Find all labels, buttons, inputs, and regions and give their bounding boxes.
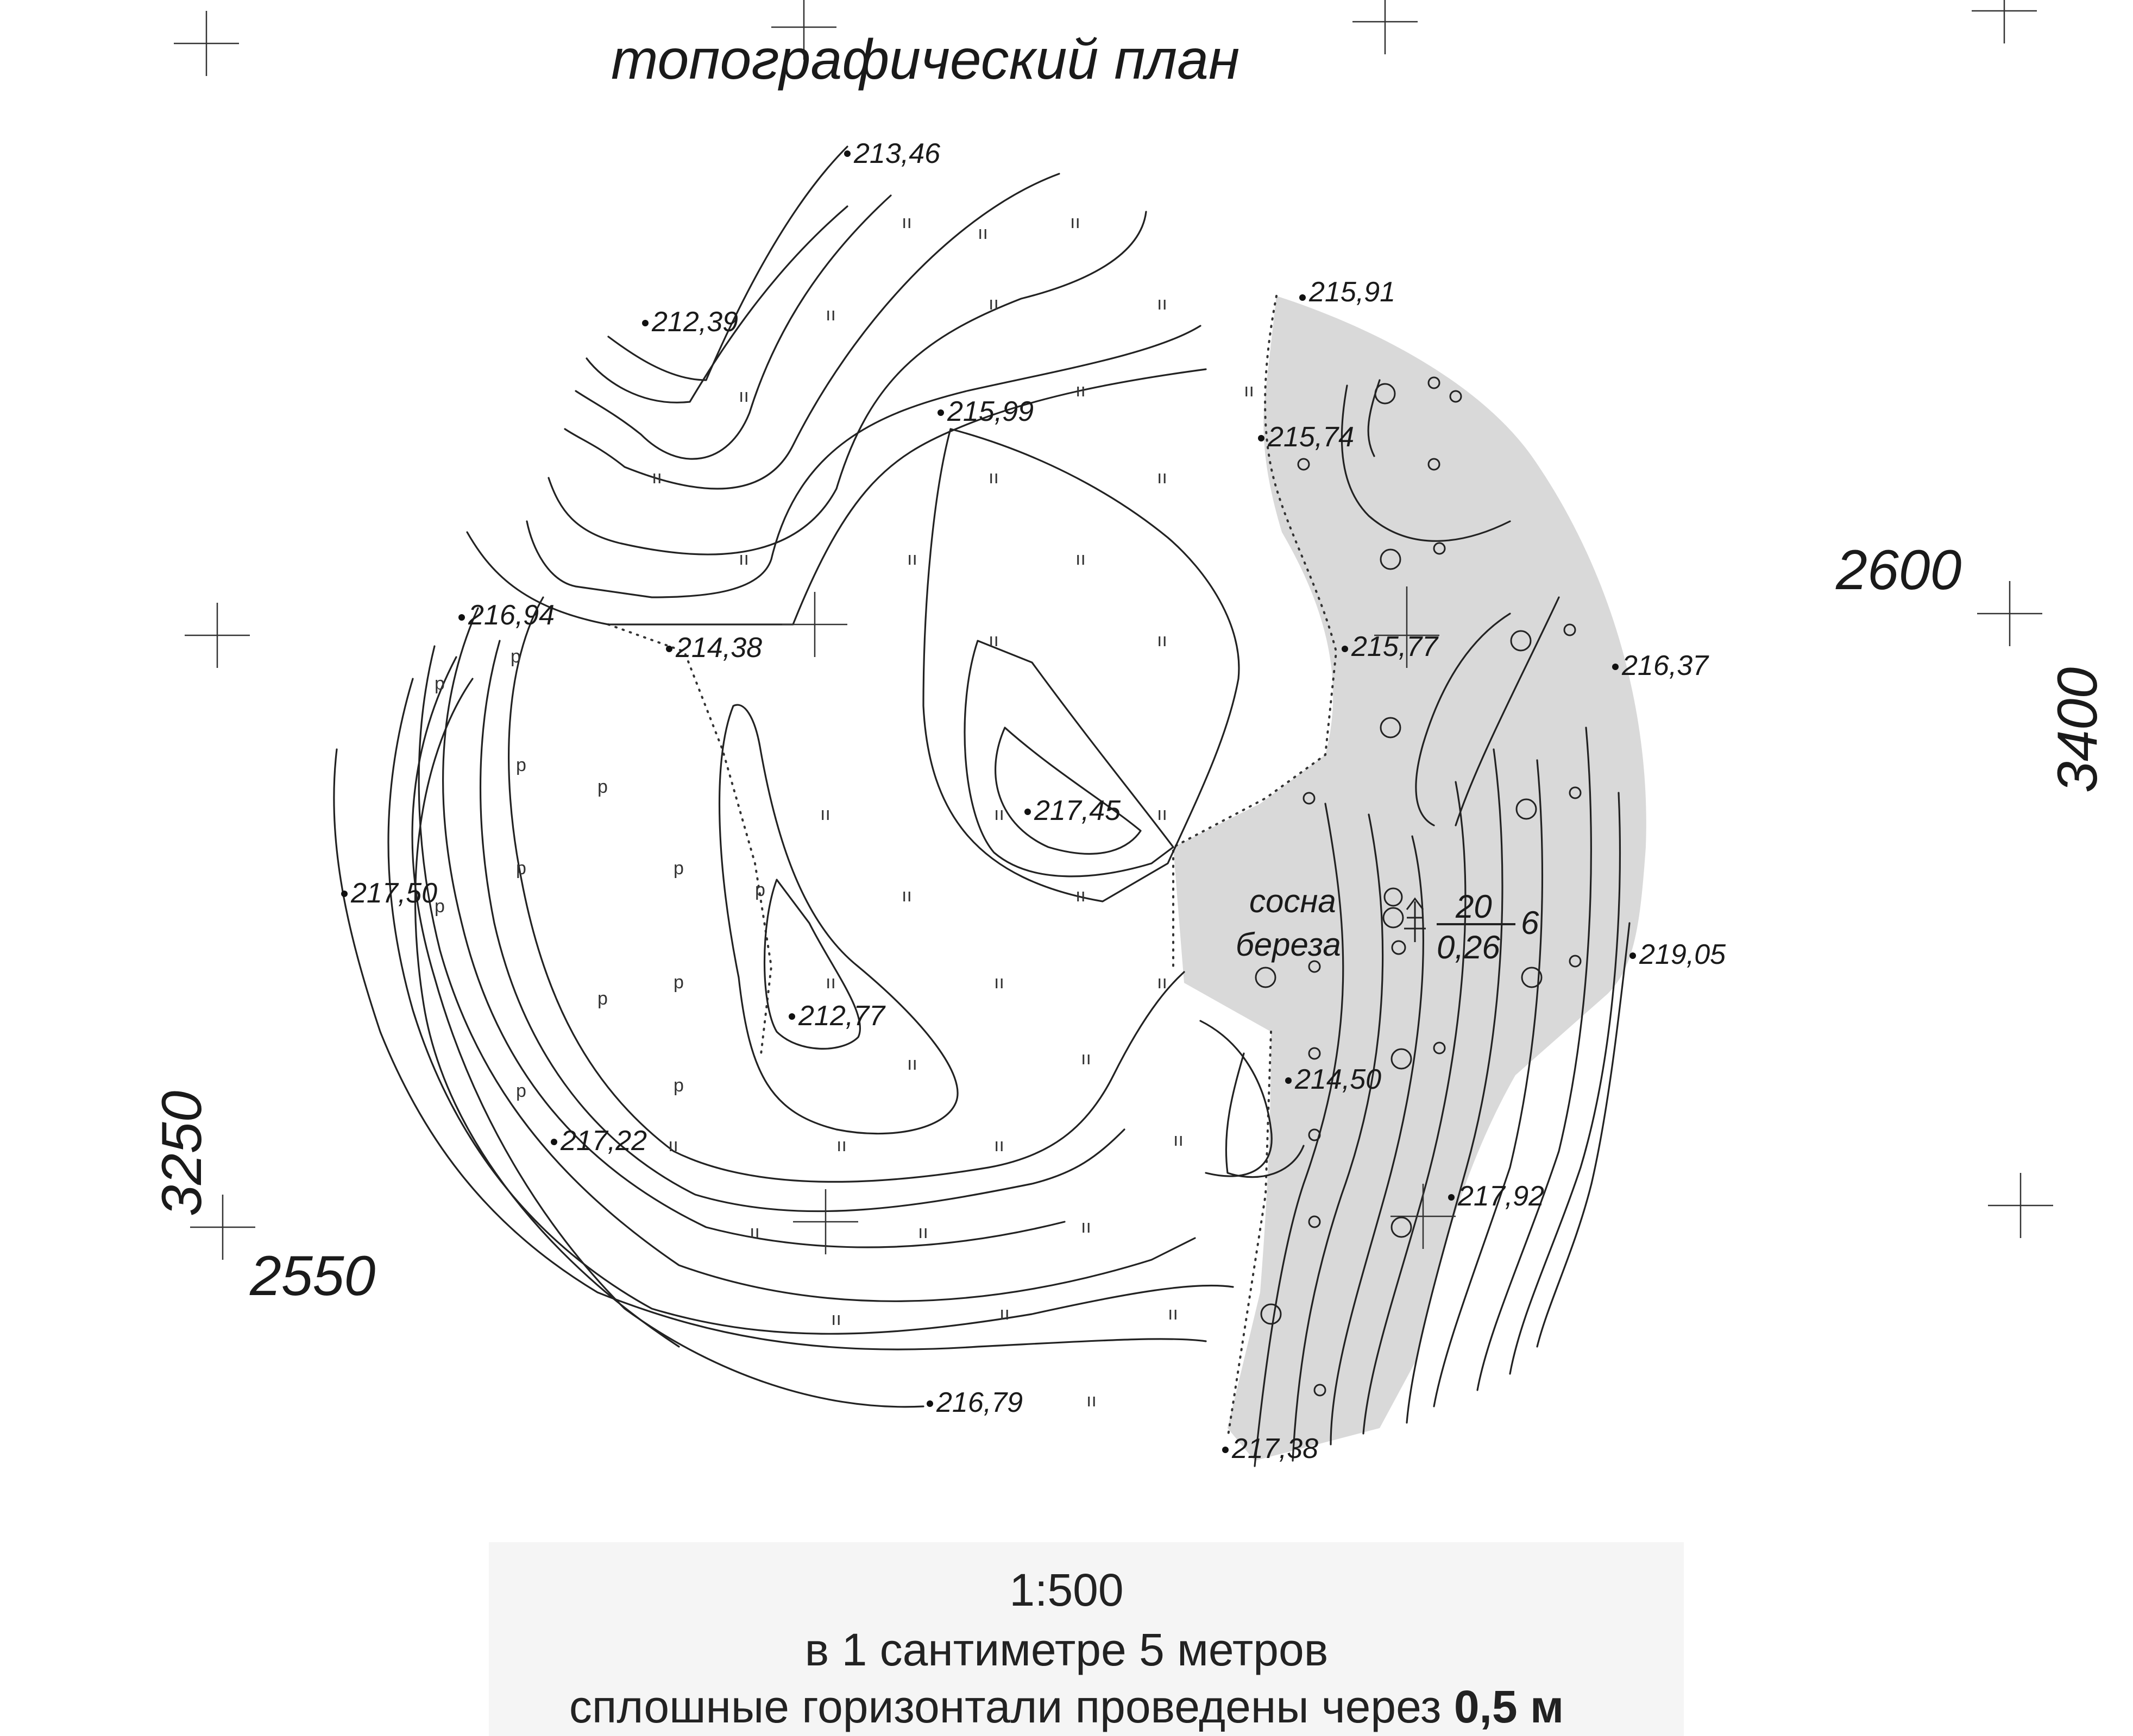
road-dotted-line xyxy=(608,624,771,1059)
forest-area xyxy=(1173,296,1646,1461)
svg-text:р: р xyxy=(516,1081,526,1101)
svg-text:ıı: ıı xyxy=(1157,630,1167,651)
svg-text:р: р xyxy=(755,880,765,900)
forest-species-1: сосна xyxy=(1249,883,1336,919)
spot-height-label: 213,46 xyxy=(854,138,941,169)
spot-height-label: 217,45 xyxy=(1034,795,1121,826)
svg-text:ıı: ıı xyxy=(836,1135,847,1156)
svg-text:ıı: ıı xyxy=(994,972,1004,993)
contour-note-text: сплошные горизонтали проведены через xyxy=(569,1681,1454,1732)
contour-interval-value: 0,5 м xyxy=(1454,1681,1564,1732)
svg-text:ıı: ıı xyxy=(831,1309,841,1329)
svg-text:ıı: ıı xyxy=(668,1135,678,1156)
spot-height-label: 214,50 xyxy=(1295,1064,1382,1095)
svg-text:р: р xyxy=(597,777,608,797)
svg-text:ıı: ıı xyxy=(1081,1216,1091,1237)
scale-description: в 1 сантиметре 5 метров xyxy=(804,1624,1329,1675)
forest-height: 20 xyxy=(1456,888,1492,925)
svg-text:ıı: ıı xyxy=(652,467,662,488)
spot-height-label: 217,38 xyxy=(1232,1433,1319,1464)
svg-text:р: р xyxy=(674,858,684,879)
spot-height-label: 216,79 xyxy=(936,1387,1023,1418)
contour-interval-note xyxy=(0,1681,2133,1733)
spot-height-label: 216,94 xyxy=(468,599,555,631)
svg-text:ıı: ıı xyxy=(907,548,917,569)
svg-text:ıı: ıı xyxy=(1173,1129,1184,1150)
spot-height-label: 212,39 xyxy=(652,306,739,338)
svg-text:ıı: ıı xyxy=(1075,548,1086,569)
spot-height-label: 217,50 xyxy=(351,878,438,909)
svg-text:ıı: ıı xyxy=(902,212,912,232)
svg-text:ıı: ıı xyxy=(1157,804,1167,824)
svg-text:ıı: ıı xyxy=(994,1135,1004,1156)
svg-text:р: р xyxy=(435,896,445,917)
svg-text:ıı: ıı xyxy=(1070,212,1080,232)
svg-text:ıı: ıı xyxy=(1075,885,1086,906)
spot-height-label: 215,77 xyxy=(1351,631,1438,662)
forest-diameter: 0,26 xyxy=(1437,929,1500,965)
grid-label-east: 3400 xyxy=(2046,667,2109,793)
svg-text:р: р xyxy=(435,673,445,694)
spot-height-label: 219,05 xyxy=(1639,939,1726,970)
svg-text:р: р xyxy=(511,646,521,667)
svg-text:ıı: ıı xyxy=(1157,293,1167,314)
svg-text:р: р xyxy=(674,972,684,993)
spot-height-label: 217,92 xyxy=(1458,1181,1545,1212)
svg-text:ıı: ıı xyxy=(1244,380,1254,401)
grid-label-north: 2600 xyxy=(1836,539,1962,602)
svg-text:ıı: ıı xyxy=(1157,467,1167,488)
svg-text:ıı: ıı xyxy=(1086,1390,1097,1411)
svg-text:ıı: ıı xyxy=(989,467,999,488)
svg-text:ıı: ıı xyxy=(978,223,988,243)
svg-text:ıı: ıı xyxy=(902,885,912,906)
svg-text:ıı: ıı xyxy=(907,1053,917,1074)
svg-text:ıı: ıı xyxy=(999,1303,1010,1324)
svg-text:ıı: ıı xyxy=(994,804,1004,824)
spot-height-label: 215,99 xyxy=(947,396,1034,427)
svg-text:ıı: ıı xyxy=(820,804,830,824)
svg-text:р: р xyxy=(674,1075,684,1096)
grid-label-west: 3250 xyxy=(150,1090,213,1216)
scale-ratio: 1:500 xyxy=(1009,1564,1124,1615)
svg-text:ıı: ıı xyxy=(1168,1303,1178,1324)
svg-text:ıı: ıı xyxy=(1081,1048,1091,1069)
svg-text:ıı: ıı xyxy=(739,386,749,406)
spot-height-label: 215,91 xyxy=(1309,276,1396,308)
svg-text:ıı: ıı xyxy=(989,293,999,314)
map-title: топографический план xyxy=(611,28,1240,91)
spot-height-label: 216,37 xyxy=(1622,650,1709,681)
svg-text:ıı: ıı xyxy=(826,972,836,993)
spot-height-label: 215,74 xyxy=(1268,421,1355,453)
svg-text:ıı: ıı xyxy=(739,548,749,569)
grid-crosses xyxy=(174,0,2053,1260)
svg-text:р: р xyxy=(516,755,526,775)
spot-height-label: 217,22 xyxy=(561,1125,647,1157)
forest-species-2: береза xyxy=(1236,926,1341,963)
svg-text:ıı: ıı xyxy=(989,630,999,651)
forest-spacing: 6 xyxy=(1521,905,1539,941)
svg-text:ıı: ıı xyxy=(1157,972,1167,993)
meadow-symbols xyxy=(652,212,1254,1411)
svg-text:ıı: ıı xyxy=(1075,380,1086,401)
svg-text:ıı: ıı xyxy=(826,304,836,325)
svg-text:р: р xyxy=(516,858,526,879)
svg-text:ıı: ıı xyxy=(750,1222,760,1242)
spot-height-label: 212,77 xyxy=(798,1000,885,1032)
svg-text:р: р xyxy=(597,988,608,1009)
spot-height-label: 214,38 xyxy=(676,632,763,664)
grid-label-south: 2550 xyxy=(250,1245,376,1308)
svg-text:ıı: ıı xyxy=(918,1222,928,1242)
